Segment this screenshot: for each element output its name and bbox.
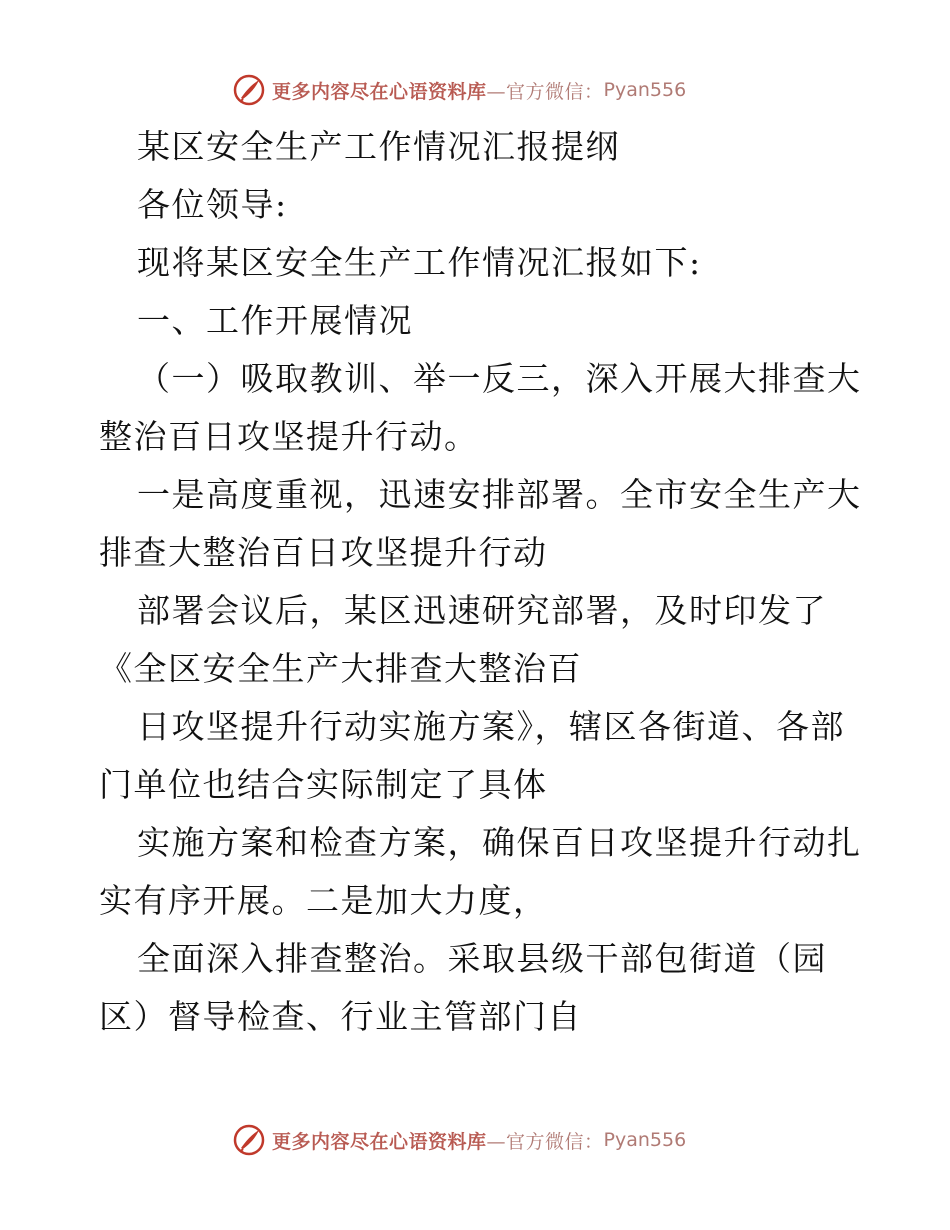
watermark-wechat-id: Pyan556 — [603, 79, 687, 101]
paragraph-line: 全面深入排查整治。采取县级干部包街道（园 — [137, 939, 827, 978]
paragraph-line: 排查大整治百日攻坚提升行动 — [99, 533, 548, 572]
feather-seal-icon — [232, 73, 266, 107]
document-title: 某区安全生产工作情况汇报提纲 — [137, 127, 620, 166]
paragraph-line: 一是高度重视，迅速安排部署。全市安全生产大 — [137, 475, 862, 514]
section-heading: 一、工作开展情况 — [137, 301, 413, 340]
subsection-heading-cont: 整治百日攻坚提升行动。 — [99, 417, 479, 456]
watermark-brand: 更多内容尽在心语资料库 — [272, 1130, 487, 1153]
watermark-brand: 更多内容尽在心语资料库 — [272, 80, 487, 103]
watermark-contact-label: —官方微信： — [486, 80, 604, 103]
paragraph-line: 部署会议后，某区迅速研究部署，及时印发了 — [137, 591, 827, 630]
salutation: 各位领导: — [137, 185, 288, 224]
watermark-banner-top — [232, 72, 686, 108]
watermark-wechat-id: Pyan556 — [603, 1129, 687, 1151]
watermark-banner-bottom — [232, 1122, 686, 1158]
watermark-contact-label: —官方微信： — [486, 1130, 604, 1153]
paragraph-line: 门单位也结合实际制定了具体 — [99, 765, 548, 804]
paragraph-line: 实有序开展。二是加大力度， — [99, 881, 548, 920]
intro-line: 现将某区安全生产工作情况汇报如下: — [137, 243, 702, 282]
paragraph-line: 实施方案和检查方案，确保百日攻坚提升行动扎 — [137, 823, 862, 862]
paragraph-line: 日攻坚提升行动实施方案》，辖区各街道、各部 — [137, 707, 845, 746]
paragraph-line: 《全区安全生产大排查大整治百 — [99, 649, 582, 688]
subsection-heading: （一）吸取教训、举一反三，深入开展大排查大 — [137, 359, 862, 398]
paragraph-line: 区）督导检查、行业主管部门自 — [99, 997, 582, 1036]
feather-seal-icon — [232, 1123, 266, 1157]
